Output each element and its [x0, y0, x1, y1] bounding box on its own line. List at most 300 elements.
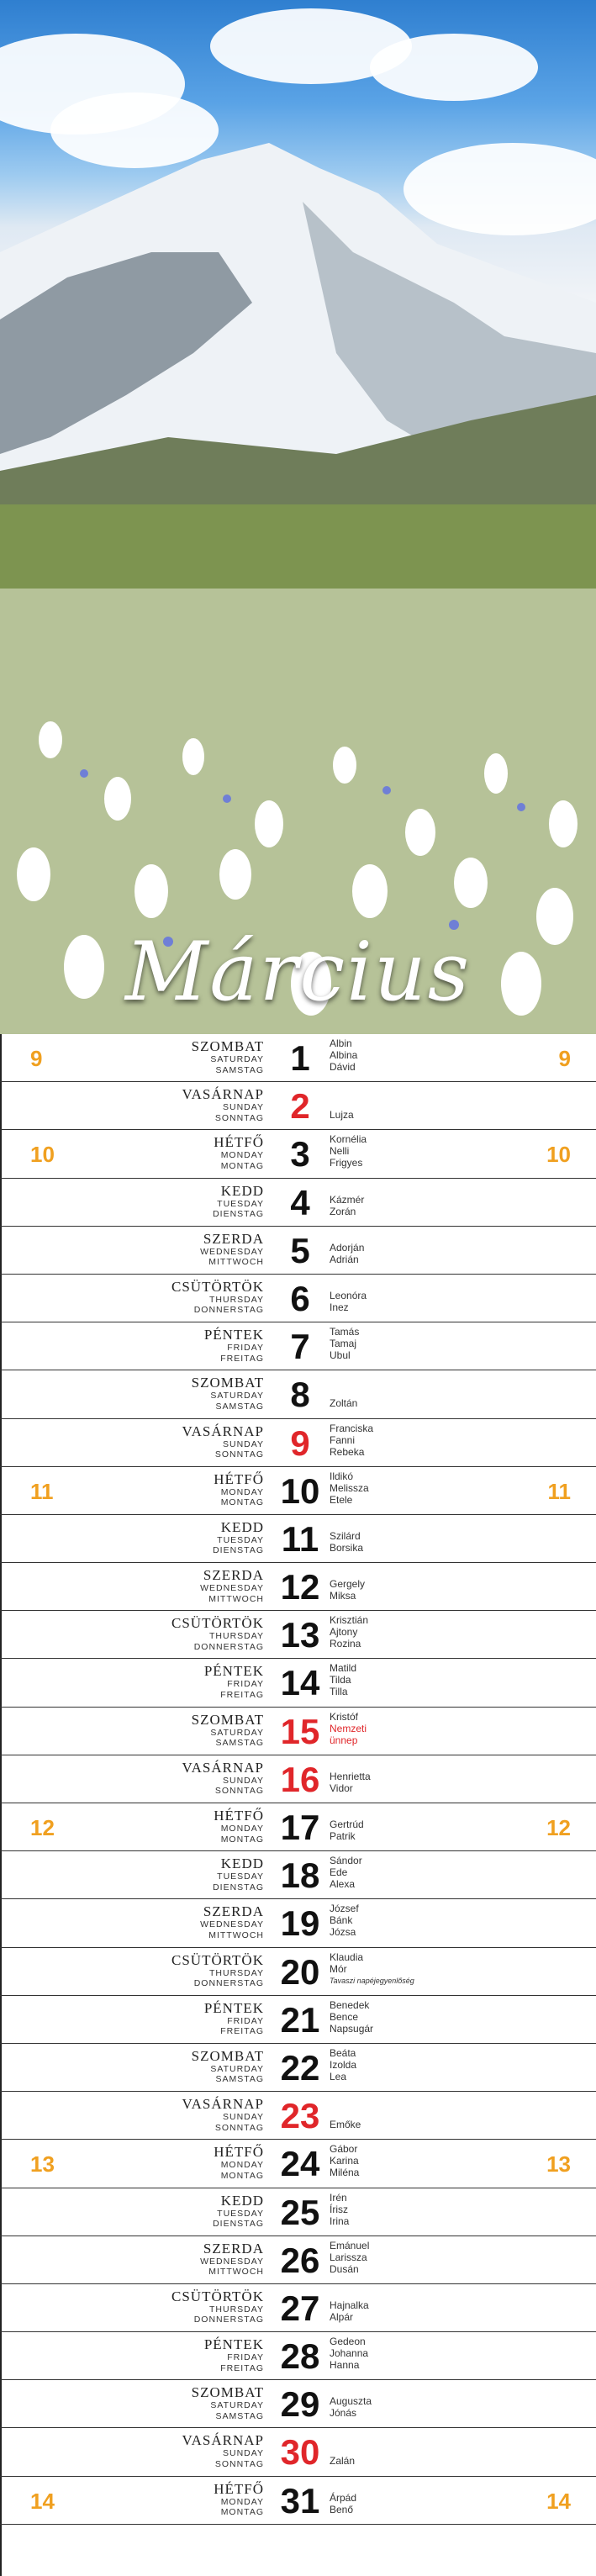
name-day	[330, 1374, 357, 1386]
day-number: 10	[280, 1470, 320, 1511]
day-row	[0, 2236, 596, 2284]
day-name-hu: HÉTFŐ	[214, 2480, 264, 2497]
day-name-de: DONNERSTAG	[193, 1305, 264, 1316]
name-day: Zorán	[330, 1205, 356, 1217]
name-day: Tamás	[330, 1326, 360, 1338]
day-name	[204, 2337, 264, 2373]
name-day: Bence	[330, 2010, 359, 2023]
day-name-hu: SZOMBAT	[191, 1711, 264, 1728]
name-days	[330, 2288, 369, 2323]
day-name-en: WEDNESDAY	[200, 1246, 264, 1257]
name-day: Ajtony	[330, 1626, 358, 1639]
name-day: Ede	[330, 1866, 348, 1879]
day-name-de: FREITAG	[220, 2362, 264, 2373]
day-name	[200, 1232, 264, 1267]
day-number: 27	[280, 2288, 320, 2328]
name-days	[330, 2431, 355, 2467]
name-days	[330, 1037, 357, 1073]
day-name-hu: SZERDA	[203, 2240, 264, 2257]
name-day: Beáta	[330, 2046, 356, 2059]
day-name-en: SUNDAY	[223, 2448, 264, 2459]
day-number: 14	[280, 1663, 320, 1703]
month-title: Március	[125, 925, 471, 1019]
name-days	[330, 2095, 361, 2130]
day-name-hu: VASÁRNAP	[182, 2096, 264, 2113]
day-row	[0, 1034, 596, 1082]
name-days	[330, 2336, 368, 2371]
day-row	[0, 1708, 596, 1755]
day-row	[0, 2428, 596, 2476]
day-name-hu: HÉTFŐ	[214, 2144, 264, 2161]
name-day	[330, 1278, 367, 1290]
day-number: 28	[280, 2336, 320, 2377]
day-number: 1	[290, 1038, 310, 1078]
day-name-en: TUESDAY	[217, 1198, 264, 1209]
day-name-de: SAMSTAG	[215, 1064, 264, 1075]
name-day: Patrik	[330, 1830, 356, 1842]
day-row	[0, 1851, 596, 1899]
name-day: Ildikó	[330, 1470, 354, 1482]
day-number: 6	[290, 1278, 310, 1318]
name-day: Tamaj	[330, 1338, 357, 1350]
name-days	[330, 1085, 354, 1121]
name-day: Tavaszi napéjegyenlőség	[330, 1976, 414, 1985]
name-day: Ubul	[330, 1349, 351, 1362]
day-name	[182, 1760, 264, 1796]
day-name	[200, 1568, 264, 1603]
name-day: Karina	[330, 2155, 359, 2167]
day-number: 8	[290, 1375, 310, 1415]
day-name	[182, 1087, 264, 1122]
day-name	[192, 2049, 264, 2084]
day-name-hu: CSÜTÖRTÖK	[171, 2288, 264, 2304]
day-row	[0, 1563, 596, 1611]
day-name-hu: VASÁRNAP	[182, 2432, 264, 2449]
day-number: 16	[280, 1759, 320, 1799]
name-day: Irina	[330, 2214, 350, 2227]
name-day	[330, 1566, 365, 1578]
name-day: Izolda	[330, 2058, 357, 2071]
week-number-left: 14	[30, 2488, 55, 2514]
day-name-en: MONDAY	[220, 1824, 264, 1834]
day-name	[214, 2145, 264, 2180]
day-name	[182, 2097, 264, 2132]
day-name-de: DIENSTAG	[213, 1209, 264, 1220]
name-day: Kristóf	[330, 1710, 359, 1723]
name-day	[330, 1807, 364, 1819]
name-day: ünnep	[330, 1734, 358, 1746]
name-days	[330, 2383, 372, 2419]
name-day: Lujza	[330, 1109, 354, 1122]
name-days	[330, 1133, 367, 1169]
day-name	[214, 2482, 264, 2517]
name-day: Lea	[330, 2070, 347, 2082]
day-name-hu: PÉNTEK	[203, 2336, 264, 2353]
name-day	[330, 1518, 363, 1530]
day-name-en: SATURDAY	[210, 1391, 264, 1401]
day-name-hu: KEDD	[220, 1518, 264, 1535]
day-name-en: SUNDAY	[223, 1775, 264, 1786]
day-name-en: MONDAY	[220, 1486, 264, 1497]
day-row	[0, 2477, 596, 2525]
day-name-hu: SZOMBAT	[191, 2384, 264, 2401]
day-name-de: MONTAG	[220, 1834, 264, 1845]
day-name-de: SONNTAG	[214, 1112, 264, 1123]
week-number-right: 12	[546, 1815, 571, 1840]
name-day: Miléna	[330, 2167, 360, 2179]
day-name	[192, 2385, 264, 2420]
day-name-hu: CSÜTÖRTÖK	[171, 1615, 264, 1632]
day-row	[0, 1082, 596, 1130]
day-row	[0, 2044, 596, 2092]
day-name-hu: VASÁRNAP	[182, 1423, 264, 1439]
name-day: Rebeka	[330, 1445, 365, 1458]
day-number: 13	[280, 1615, 320, 1655]
name-day: Inez	[330, 1301, 349, 1313]
name-day: Albina	[330, 1049, 358, 1061]
day-name	[171, 2289, 264, 2325]
day-name	[171, 1616, 264, 1651]
name-days	[330, 2192, 349, 2227]
name-days	[330, 1230, 364, 1265]
name-day	[330, 2383, 372, 2395]
name-days	[330, 1518, 363, 1554]
name-day: Adrián	[330, 1253, 359, 1265]
day-number: 17	[280, 1808, 320, 1847]
day-name-hu: CSÜTÖRTÖK	[171, 1278, 264, 1295]
calendar-rows	[0, 1034, 596, 2525]
day-name-en: MONDAY	[220, 2160, 264, 2171]
day-number: 30	[280, 2432, 320, 2473]
day-row	[0, 1179, 596, 1227]
day-row	[0, 1755, 596, 1803]
mountain-illustration	[0, 0, 596, 1034]
day-name-en: MONDAY	[220, 1150, 264, 1161]
name-day	[330, 2095, 361, 2107]
name-day: Benő	[330, 2503, 354, 2515]
day-name-de: MITTWOCH	[208, 2267, 264, 2278]
name-day: Johanna	[330, 2347, 369, 2360]
name-day: Gábor	[330, 2143, 358, 2156]
name-day	[330, 2107, 361, 2119]
day-name-hu: CSÜTÖRTÖK	[171, 1951, 264, 1968]
name-day	[330, 1085, 354, 1097]
name-days	[330, 1470, 369, 1506]
day-name	[204, 2001, 264, 2036]
day-row	[0, 2188, 596, 2236]
name-days	[330, 1999, 373, 2035]
day-number: 12	[280, 1567, 320, 1607]
name-day: Rozina	[330, 1638, 361, 1650]
day-name	[182, 2433, 264, 2468]
day-name	[204, 1328, 264, 1363]
day-name-de: SAMSTAG	[215, 1738, 264, 1749]
name-day: Zoltán	[330, 1397, 358, 1410]
day-name-de: SAMSTAG	[215, 2074, 264, 2085]
name-day: Nelli	[330, 1145, 350, 1158]
day-name	[204, 1664, 264, 1699]
day-name-hu: SZERDA	[203, 1567, 264, 1584]
day-name-hu: SZERDA	[203, 1230, 264, 1247]
name-day: Auguszta	[330, 2395, 372, 2408]
name-day: Gertrúd	[330, 1819, 364, 1830]
day-name-en: THURSDAY	[209, 1631, 264, 1642]
day-name-hu: VASÁRNAP	[182, 1086, 264, 1103]
day-row	[0, 1419, 596, 1467]
name-days	[330, 1182, 364, 1217]
day-name-en: THURSDAY	[209, 1967, 264, 1978]
day-name-de: DONNERSTAG	[193, 2315, 264, 2325]
header-photo	[0, 0, 596, 1034]
name-day: Frigyes	[330, 1157, 363, 1169]
week-number-left: 11	[30, 1478, 54, 1504]
name-day: Írisz	[330, 2203, 348, 2215]
day-row	[0, 1611, 596, 1659]
day-name-de: SONNTAG	[214, 1786, 264, 1797]
name-day: Etele	[330, 1493, 353, 1506]
name-day: Kornélia	[330, 1133, 367, 1146]
day-name-de: SONNTAG	[214, 1449, 264, 1460]
name-day: Borsika	[330, 1541, 364, 1554]
day-name-en: FRIDAY	[227, 1679, 264, 1690]
day-row	[0, 2332, 596, 2380]
day-name	[213, 1520, 264, 1555]
day-number: 15	[280, 1711, 320, 1751]
day-row	[0, 2380, 596, 2428]
day-row	[0, 1803, 596, 1851]
day-name-hu: PÉNTEK	[203, 1327, 264, 1343]
day-name-de: MONTAG	[220, 1497, 264, 1508]
day-row	[0, 1130, 596, 1178]
name-day: Gedeon	[330, 2336, 366, 2348]
week-number-right: 14	[546, 2488, 571, 2514]
name-day	[330, 1182, 364, 1194]
name-days	[330, 2047, 356, 2082]
name-days	[330, 1662, 356, 1697]
day-name-en: SUNDAY	[223, 1438, 264, 1449]
name-day	[330, 1097, 354, 1109]
name-day: Matild	[330, 1662, 357, 1675]
day-name-hu: KEDD	[220, 2192, 264, 2209]
day-name-en: SATURDAY	[210, 2063, 264, 2074]
day-row	[0, 1322, 596, 1370]
day-name-en: TUESDAY	[217, 1534, 264, 1545]
day-name	[213, 2193, 264, 2229]
day-number: 20	[280, 1951, 320, 1992]
name-days	[330, 1374, 357, 1409]
day-name-de: SAMSTAG	[215, 1401, 264, 1412]
day-name	[192, 1039, 264, 1074]
name-day: Irén	[330, 2191, 347, 2204]
name-day: Hajnalka	[330, 2299, 369, 2311]
name-day: Dusán	[330, 2262, 359, 2275]
day-name-en: SUNDAY	[223, 2112, 264, 2123]
day-name-en: TUESDAY	[217, 2208, 264, 2219]
name-day	[330, 1759, 371, 1771]
day-name	[192, 1375, 264, 1411]
day-name-de: MITTWOCH	[208, 1593, 264, 1604]
name-day: Larissza	[330, 2251, 367, 2263]
name-day: Gergely	[330, 1578, 366, 1591]
day-number: 23	[280, 2096, 320, 2136]
day-number: 31	[280, 2480, 320, 2521]
day-name-hu: SZOMBAT	[191, 1375, 264, 1391]
name-day: Henrietta	[330, 1770, 371, 1782]
name-day	[330, 2431, 355, 2443]
name-day: Klaudia	[330, 1950, 364, 1963]
day-name-en: SATURDAY	[210, 2400, 264, 2411]
name-days	[330, 1711, 367, 1746]
name-days	[330, 1278, 367, 1313]
day-name-de: FREITAG	[220, 1353, 264, 1364]
week-number-right: 10	[546, 1142, 571, 1168]
day-name	[182, 1424, 264, 1460]
name-days	[330, 2480, 356, 2515]
week-number-right: 13	[546, 2151, 571, 2177]
name-day: Árpád	[330, 2491, 357, 2504]
name-day: Franciska	[330, 1422, 374, 1434]
name-day: Józsa	[330, 1926, 356, 1939]
name-days	[330, 1951, 414, 1987]
day-name	[192, 1713, 264, 1748]
name-day: Alpár	[330, 2310, 354, 2323]
day-name-en: THURSDAY	[209, 2304, 264, 2315]
day-row	[0, 1948, 596, 1996]
day-number: 22	[280, 2047, 320, 2088]
day-name-de: MITTWOCH	[208, 1929, 264, 1940]
name-day: Sándor	[330, 1855, 362, 1867]
name-day: Jónás	[330, 2407, 357, 2420]
name-day: Nemzeti	[330, 1722, 367, 1734]
day-row	[0, 2140, 596, 2188]
name-days	[330, 1614, 368, 1650]
day-number: 26	[280, 2240, 320, 2280]
name-day	[330, 1230, 364, 1242]
day-row	[0, 2092, 596, 2140]
day-number: 21	[280, 1999, 320, 2040]
name-day: Miksa	[330, 1590, 356, 1602]
day-row	[0, 1227, 596, 1275]
name-day: Tilda	[330, 1674, 351, 1687]
name-day: Hanna	[330, 2359, 360, 2372]
name-day	[330, 2480, 356, 2492]
day-name-en: MONDAY	[220, 2496, 264, 2507]
name-day: Bánk	[330, 1914, 353, 1927]
day-name	[214, 1135, 264, 1170]
name-day: Fanni	[330, 1433, 356, 1446]
name-day: Kázmér	[330, 1193, 365, 1206]
day-name-hu: HÉTFŐ	[214, 1470, 264, 1487]
day-name-hu: PÉNTEK	[203, 1999, 264, 2016]
name-days	[330, 1903, 359, 1938]
day-name-de: MITTWOCH	[208, 1257, 264, 1268]
day-number: 29	[280, 2384, 320, 2425]
day-name-en: WEDNESDAY	[200, 1919, 264, 1930]
day-name-en: FRIDAY	[227, 2352, 264, 2363]
week-number-left: 9	[30, 1046, 43, 1071]
day-name	[200, 2241, 264, 2277]
day-name-de: DIENSTAG	[213, 2219, 264, 2229]
day-row	[0, 1515, 596, 1563]
day-name-de: FREITAG	[220, 1689, 264, 1700]
name-day: Tilla	[330, 1686, 348, 1698]
name-day: József	[330, 1903, 359, 1915]
day-name-de: MONTAG	[220, 1160, 264, 1171]
name-day: Krisztián	[330, 1614, 369, 1627]
name-day	[330, 1386, 357, 1397]
name-day: Szilárd	[330, 1529, 361, 1542]
day-name-hu: SZOMBAT	[191, 2047, 264, 2064]
day-name-hu: SZERDA	[203, 1903, 264, 1920]
name-day: Vidor	[330, 1782, 353, 1794]
name-day: Emőke	[330, 2119, 361, 2131]
day-row	[0, 1899, 596, 1947]
day-row	[0, 1659, 596, 1707]
week-number-left: 12	[30, 1815, 55, 1840]
day-name	[171, 1953, 264, 1988]
name-day: Melissza	[330, 1481, 369, 1494]
day-name-en: FRIDAY	[227, 2015, 264, 2026]
day-name-hu: PÉNTEK	[203, 1663, 264, 1680]
name-day	[330, 2288, 369, 2299]
day-name-de: DONNERSTAG	[193, 1978, 264, 1989]
day-row	[0, 1275, 596, 1322]
day-name	[214, 1808, 264, 1844]
day-number: 7	[290, 1327, 310, 1367]
day-name-en: WEDNESDAY	[200, 2256, 264, 2267]
name-days	[330, 2240, 369, 2275]
name-day: Zalán	[330, 2455, 356, 2468]
day-name-de: SAMSTAG	[215, 2410, 264, 2421]
day-name	[213, 1184, 264, 1219]
day-name-en: TUESDAY	[217, 1871, 264, 1882]
name-day: Leonóra	[330, 1289, 367, 1301]
day-number: 5	[290, 1230, 310, 1270]
day-name	[213, 1856, 264, 1892]
name-days	[330, 1759, 371, 1794]
week-number-right: 11	[547, 1478, 571, 1504]
day-row	[0, 1996, 596, 2044]
name-days	[330, 1326, 359, 1361]
day-name-de: MONTAG	[220, 2170, 264, 2181]
day-name-hu: SZOMBAT	[191, 1038, 264, 1054]
day-number: 24	[280, 2144, 320, 2184]
week-number-left: 10	[30, 1142, 55, 1168]
day-name	[200, 1904, 264, 1940]
day-name-de: DIENSTAG	[213, 1882, 264, 1892]
name-day	[330, 2443, 355, 2455]
day-name	[214, 1472, 264, 1507]
name-days	[330, 1423, 373, 1458]
name-day: Dávid	[330, 1061, 356, 1073]
day-name-hu: HÉTFŐ	[214, 1808, 264, 1824]
day-number: 18	[280, 1855, 320, 1896]
day-name-hu: VASÁRNAP	[182, 1759, 264, 1776]
day-name-de: SONNTAG	[214, 2458, 264, 2469]
day-number: 4	[290, 1182, 310, 1222]
name-day: Napsugár	[330, 2022, 374, 2035]
day-name-en: THURSDAY	[209, 1294, 264, 1305]
day-number: 3	[290, 1134, 310, 1175]
name-day: Albin	[330, 1037, 352, 1049]
day-name-hu: HÉTFŐ	[214, 1134, 264, 1151]
day-name	[171, 1280, 264, 1315]
day-row	[0, 1370, 596, 1418]
day-name-en: SATURDAY	[210, 1727, 264, 1738]
name-days	[330, 1855, 362, 1890]
day-number: 9	[290, 1423, 310, 1463]
week-number-left: 13	[30, 2151, 55, 2177]
